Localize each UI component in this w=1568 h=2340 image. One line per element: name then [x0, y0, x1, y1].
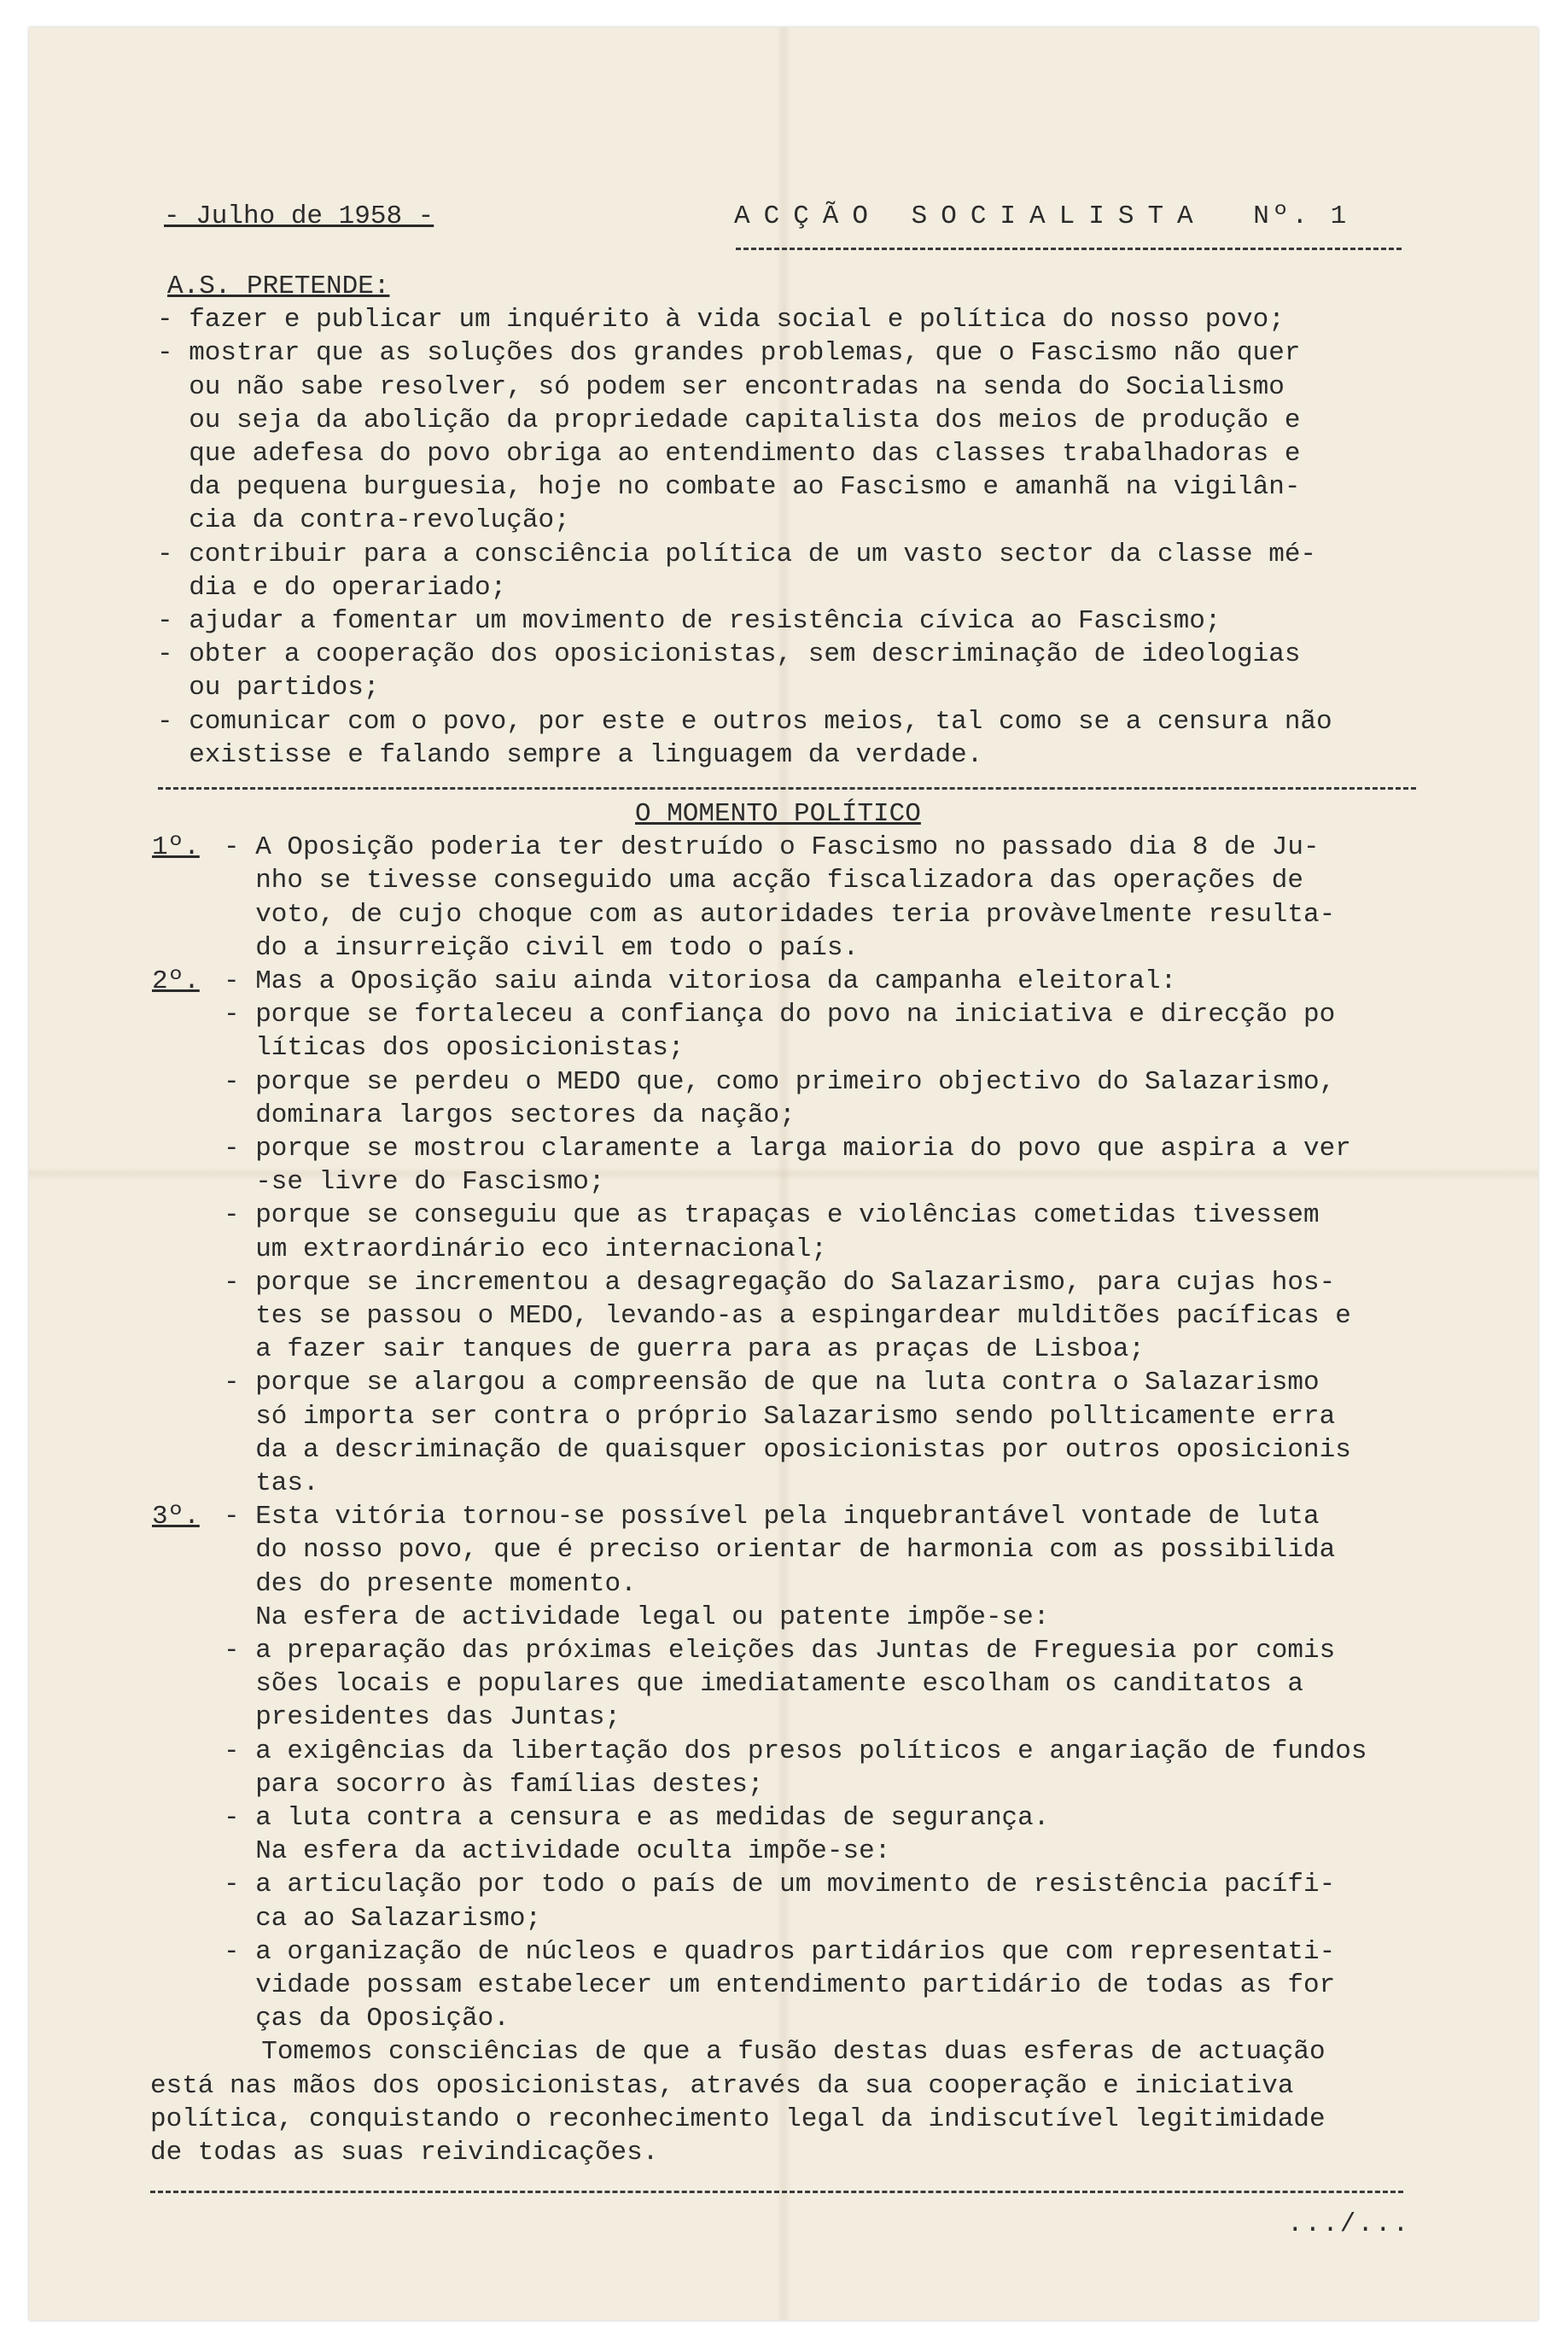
- section-line: - porque se perdeu o MEDO que, como primeiro objectivo do Salazarismo,: [224, 1066, 1336, 1097]
- section-line: tas.: [224, 1468, 319, 1498]
- section-line: ca ao Salazarismo;: [224, 1903, 542, 1934]
- section-line: - A Oposição poderia ter destruído o Fascismo no passado dia 8 de Ju-: [224, 832, 1320, 863]
- section-line: - a preparação das próximas eleições das Juntas de Freguesia por comis: [224, 1636, 1336, 1666]
- section-line: - a exigências da libertação dos presos políticos e angariação de fundos: [224, 1736, 1367, 1766]
- section-line: -se livre do Fascismo;: [224, 1167, 605, 1198]
- intro-line: existisse e falando sempre a linguagem da verdade.: [157, 739, 983, 770]
- section-line: ças da Oposição.: [224, 2004, 510, 2034]
- closing-line: política, conquistando o reconhecimento legal da indiscutível legitimidade: [150, 2104, 1326, 2134]
- section-line: Na esfera de actividade legal ou patente impõe-se:: [224, 1602, 1050, 1632]
- section-line: líticas dos oposicionistas;: [224, 1033, 685, 1064]
- section-line: tes se passou o MEDO, levando-as a espingardear mulditões pacíficas e: [224, 1301, 1351, 1331]
- section-line: da a descriminação de quaisquer oposicionistas por outros oposicionis: [224, 1434, 1351, 1465]
- section-line: Na esfera da actividade oculta impõe-se:: [224, 1836, 891, 1867]
- header-rule: [736, 248, 1402, 250]
- section-line: presidentes das Juntas;: [224, 1702, 621, 1733]
- section-line: sões locais e populares que imediatamente escolham os canditatos a: [224, 1669, 1304, 1700]
- section-line: - porque se incrementou a desagregação do Salazarismo, para cujas hos-: [224, 1267, 1336, 1298]
- issue-date: - Julho de 1958 -: [164, 201, 434, 231]
- intro-rule: [158, 787, 1416, 790]
- section-line: - porque se alargou a compreensão de que na luta contra o Salazarismo: [224, 1368, 1320, 1398]
- closing-line: Tomemos consciências de que a fusão destas duas esferas de actuação: [150, 2037, 1326, 2068]
- intro-line: - mostrar que as soluções dos grandes problemas, que o Fascismo não quer: [157, 338, 1301, 369]
- intro-line: ou partidos;: [157, 673, 380, 703]
- section-line: para socorro às famílias destes;: [224, 1769, 764, 1800]
- publication-title: [734, 201, 1349, 231]
- section-line: - porque se conseguiu que as trapaças e violências cometidas tivessem: [224, 1200, 1320, 1231]
- paragraph-number: 3º.: [152, 1502, 200, 1532]
- paragraph-number: 2º.: [152, 966, 200, 996]
- intro-line: - ajudar a fomentar um movimento de resistência cívica ao Fascismo;: [157, 606, 1221, 636]
- section-line: - Esta vitória tornou-se possível pela inquebrantável vontade de luta: [224, 1502, 1320, 1532]
- continuation-marker: .../...: [1287, 2209, 1411, 2239]
- intro-line: - contribuir para a consciência política de um vasto sector da classe mé-: [157, 539, 1317, 569]
- intro-heading: A.S. PRETENDE:: [167, 271, 390, 301]
- section-title: O MOMENTO POLÍTICO: [635, 799, 921, 829]
- intro-line: - obter a cooperação dos oposicionistas, sem descriminação de ideologias: [157, 639, 1301, 670]
- publication-name: ACÇÃO SOCIALISTA: [734, 201, 1207, 231]
- intro-line: - fazer e publicar um inquérito à vida social e política do nosso povo;: [157, 305, 1285, 336]
- section-line: - Mas a Oposição saiu ainda vitoriosa da campanha eleitoral:: [224, 966, 1177, 996]
- intro-line: da pequena burguesia, hoje no combate ao Fascismo e amanhã na vigilân-: [157, 472, 1301, 503]
- section-line: vidade possam estabelecer um entendimento partidário de todas as for: [224, 1970, 1336, 2000]
- section-line: des do presente momento.: [224, 1568, 637, 1599]
- intro-line: dia e do operariado;: [157, 572, 507, 603]
- section-line: do a insurreição civil em todo o país.: [224, 932, 860, 963]
- section-line: - a luta contra a censura e as medidas de segurança.: [224, 1803, 1050, 1833]
- section-line: nho se tivesse conseguido uma acção fiscalizadora das operações de: [224, 866, 1304, 896]
- section-line: dominara largos sectores da nação;: [224, 1100, 796, 1130]
- intro-line: - comunicar com o povo, por este e outros meios, tal como se a censura não: [157, 706, 1332, 737]
- section-line: - porque se mostrou claramente a larga maioria do povo que aspira a ver: [224, 1134, 1351, 1164]
- issue-number: Nº. 1: [1253, 201, 1350, 231]
- intro-line: ou seja da abolição da propriedade capitalista dos meios de produção e: [157, 405, 1301, 435]
- section-line: a fazer sair tanques de guerra para as praças de Lisboa;: [224, 1334, 1145, 1365]
- section-line: - a articulação por todo o país de um movimento de resistência pacífi-: [224, 1870, 1336, 1900]
- closing-line: está nas mãos dos oposicionistas, através da sua cooperação e iniciativa: [150, 2070, 1294, 2101]
- closing-line: de todas as suas reivindicações.: [150, 2138, 659, 2168]
- intro-line: ou não sabe resolver, só podem ser encontradas na senda do Socialismo: [157, 371, 1285, 402]
- section-line: um extraordinário eco internacional;: [224, 1234, 827, 1264]
- section-line: do nosso povo, que é preciso orientar de harmonia com as possibilida: [224, 1535, 1336, 1566]
- closing-rule: [150, 2191, 1403, 2193]
- paragraph-number: 1º.: [152, 832, 200, 863]
- intro-line: cia da contra-revolução;: [157, 505, 570, 536]
- section-line: - porque se fortaleceu a confiança do povo na iniciativa e direcção po: [224, 1000, 1336, 1030]
- section-line: voto, de cujo choque com as autoridades teria provàvelmente resulta-: [224, 899, 1336, 930]
- intro-line: que adefesa do povo obriga ao entendimento das classes trabalhadoras e: [157, 439, 1301, 469]
- document-header: [126, 198, 1407, 249]
- section-line: só importa ser contra o próprio Salazarismo sendo pollticamente erra: [224, 1401, 1336, 1432]
- section-line: - a organização de núcleos e quadros partidários que com representati-: [224, 1936, 1336, 1967]
